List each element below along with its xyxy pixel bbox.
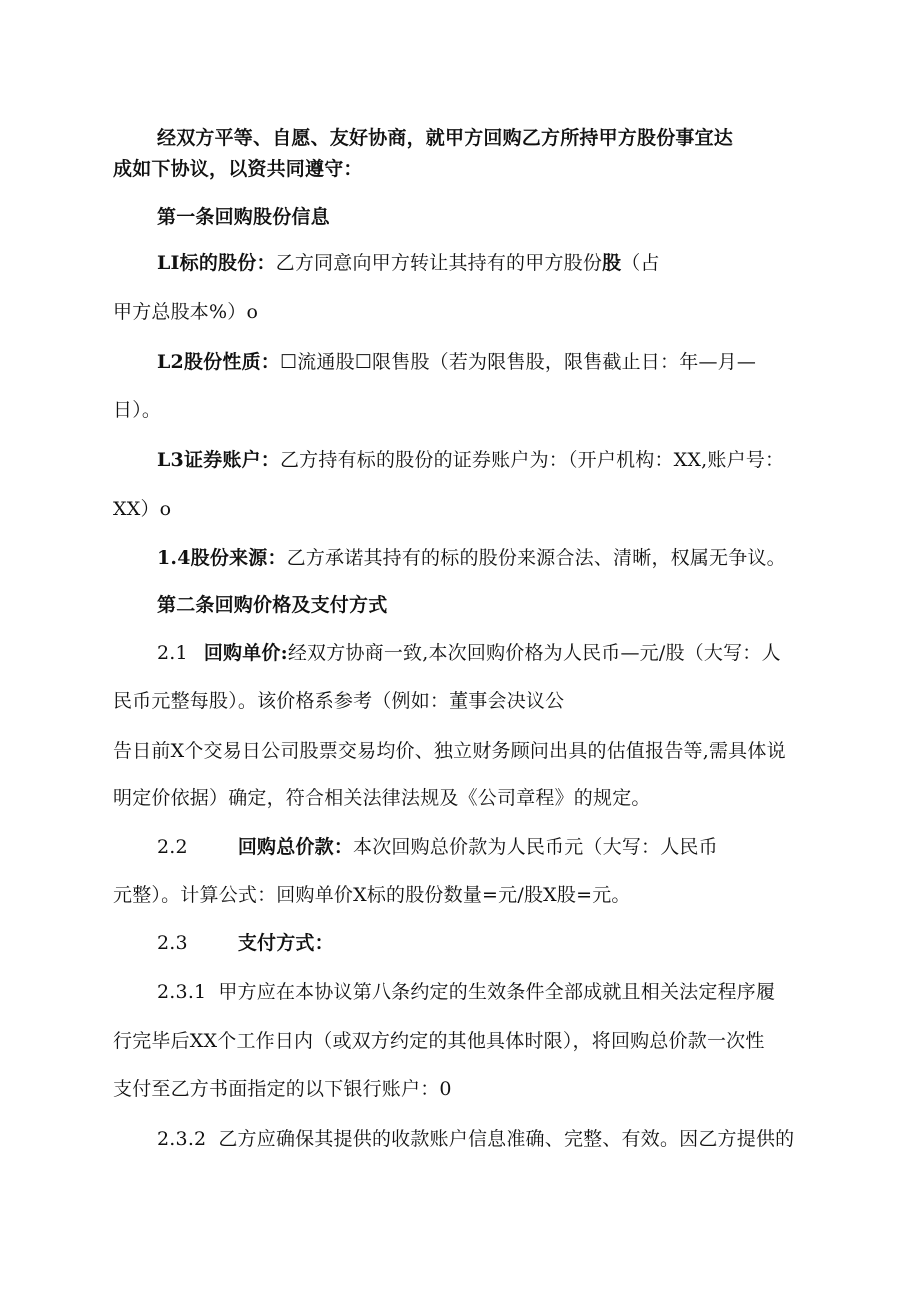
- clause-1-4-label: 1.4股份来源：: [157, 547, 287, 569]
- clause-1-1-label: LI标的股份：: [157, 252, 276, 274]
- clause-2-3-1-line-2: 行完毕后XX个工作日内（或双方约定的其他具体时限），将回购总价款一次性: [113, 1030, 765, 1052]
- clause-2-1-label: 回购单价:: [203, 642, 288, 664]
- clause-2-2-label: 回购总价款：: [237, 836, 354, 858]
- clause-1-1-tail: （占: [621, 252, 660, 274]
- intro-line-2: 成如下协议，以资共同遵守：: [113, 158, 363, 180]
- clause-2-3-1-line-1: [157, 979, 775, 1005]
- clause-2-1-text: 经双方协商一致,本次回购价格为人民币—元/股（大写：人: [287, 642, 781, 664]
- clause-2-1-line-1: [157, 640, 781, 666]
- clause-2-1-line-4: 明定价依据）确定，符合相关法律法规及《公司章程》的规定。: [113, 787, 651, 809]
- clause-1-3-label: L3证券账户：: [157, 449, 280, 471]
- clause-2-2-line-2: 元整）。计算公式：回购单价X标的股份数量=元/股X股=元。: [113, 884, 631, 906]
- clause-1-4-line-1: [157, 545, 786, 571]
- clause-1-3-line-2: XX）o: [113, 498, 172, 520]
- clause-1-2-text: ☐流通股☐限售股（若为限售股，限售截止日：年—月—: [279, 351, 757, 373]
- article-1-heading: 第一条回购股份信息: [157, 206, 330, 228]
- clause-1-2-label: L2股份性质：: [157, 351, 280, 373]
- clause-1-1-text: 乙方同意向甲方转让其持有的甲方股份: [275, 252, 603, 274]
- clause-1-2-line-1: [157, 349, 756, 375]
- clause-2-1-line-2: 民币元整每股）。该价格系参考（例如：董事会决议公: [113, 690, 565, 712]
- clause-2-3-2-number: 2.3.2: [157, 1128, 207, 1150]
- clause-1-1-bold: 股: [602, 252, 622, 274]
- clause-1-4-text: 乙方承诺其持有的标的股份来源合法、清晰，权属无争议。: [286, 547, 786, 569]
- clause-2-3-label: 支付方式：: [237, 932, 334, 954]
- clause-2-2-number: 2.2: [157, 836, 188, 858]
- clause-2-3-number: 2.3: [157, 932, 188, 954]
- clause-1-1-line-1: [157, 250, 660, 276]
- clause-1-3-text: 乙方持有标的股份的证券账户为：（开户机构：XX,账户号：: [279, 449, 785, 471]
- clause-2-2-line-1: [157, 834, 718, 860]
- clause-1-1-line-2: 甲方总股本%）o: [113, 301, 259, 323]
- clause-2-3-1-text: 甲方应在本协议第八条约定的生效条件全部成就且相关法定程序履: [218, 981, 776, 1003]
- clause-2-2-text: 本次回购总价款为人民币元（大写：人民币: [353, 836, 718, 858]
- clause-2-3-line-1: [157, 930, 334, 956]
- clause-1-3-line-1: [157, 447, 784, 473]
- clause-2-3-2-line-1: [157, 1126, 794, 1152]
- intro-line-1: 经双方平等、自愿、友好协商，就甲方回购乙方所持甲方股份事宜达: [157, 127, 734, 149]
- clause-2-3-2-text: 乙方应确保其提供的收款账户信息准确、完整、有效。因乙方提供的: [218, 1128, 795, 1150]
- clause-2-1-number: 2.1: [157, 642, 188, 664]
- clause-2-3-1-line-3: 支付至乙方书面指定的以下银行账户：0: [113, 1078, 452, 1100]
- clause-2-1-line-3: 告日前X个交易日公司股票交易均价、独立财务顾问出具的估值报告等,需具体说: [113, 740, 786, 762]
- clause-1-2-line-2: 日）。: [113, 399, 162, 421]
- article-2-heading: 第二条回购价格及支付方式: [157, 594, 388, 616]
- clause-2-3-1-number: 2.3.1: [157, 981, 207, 1003]
